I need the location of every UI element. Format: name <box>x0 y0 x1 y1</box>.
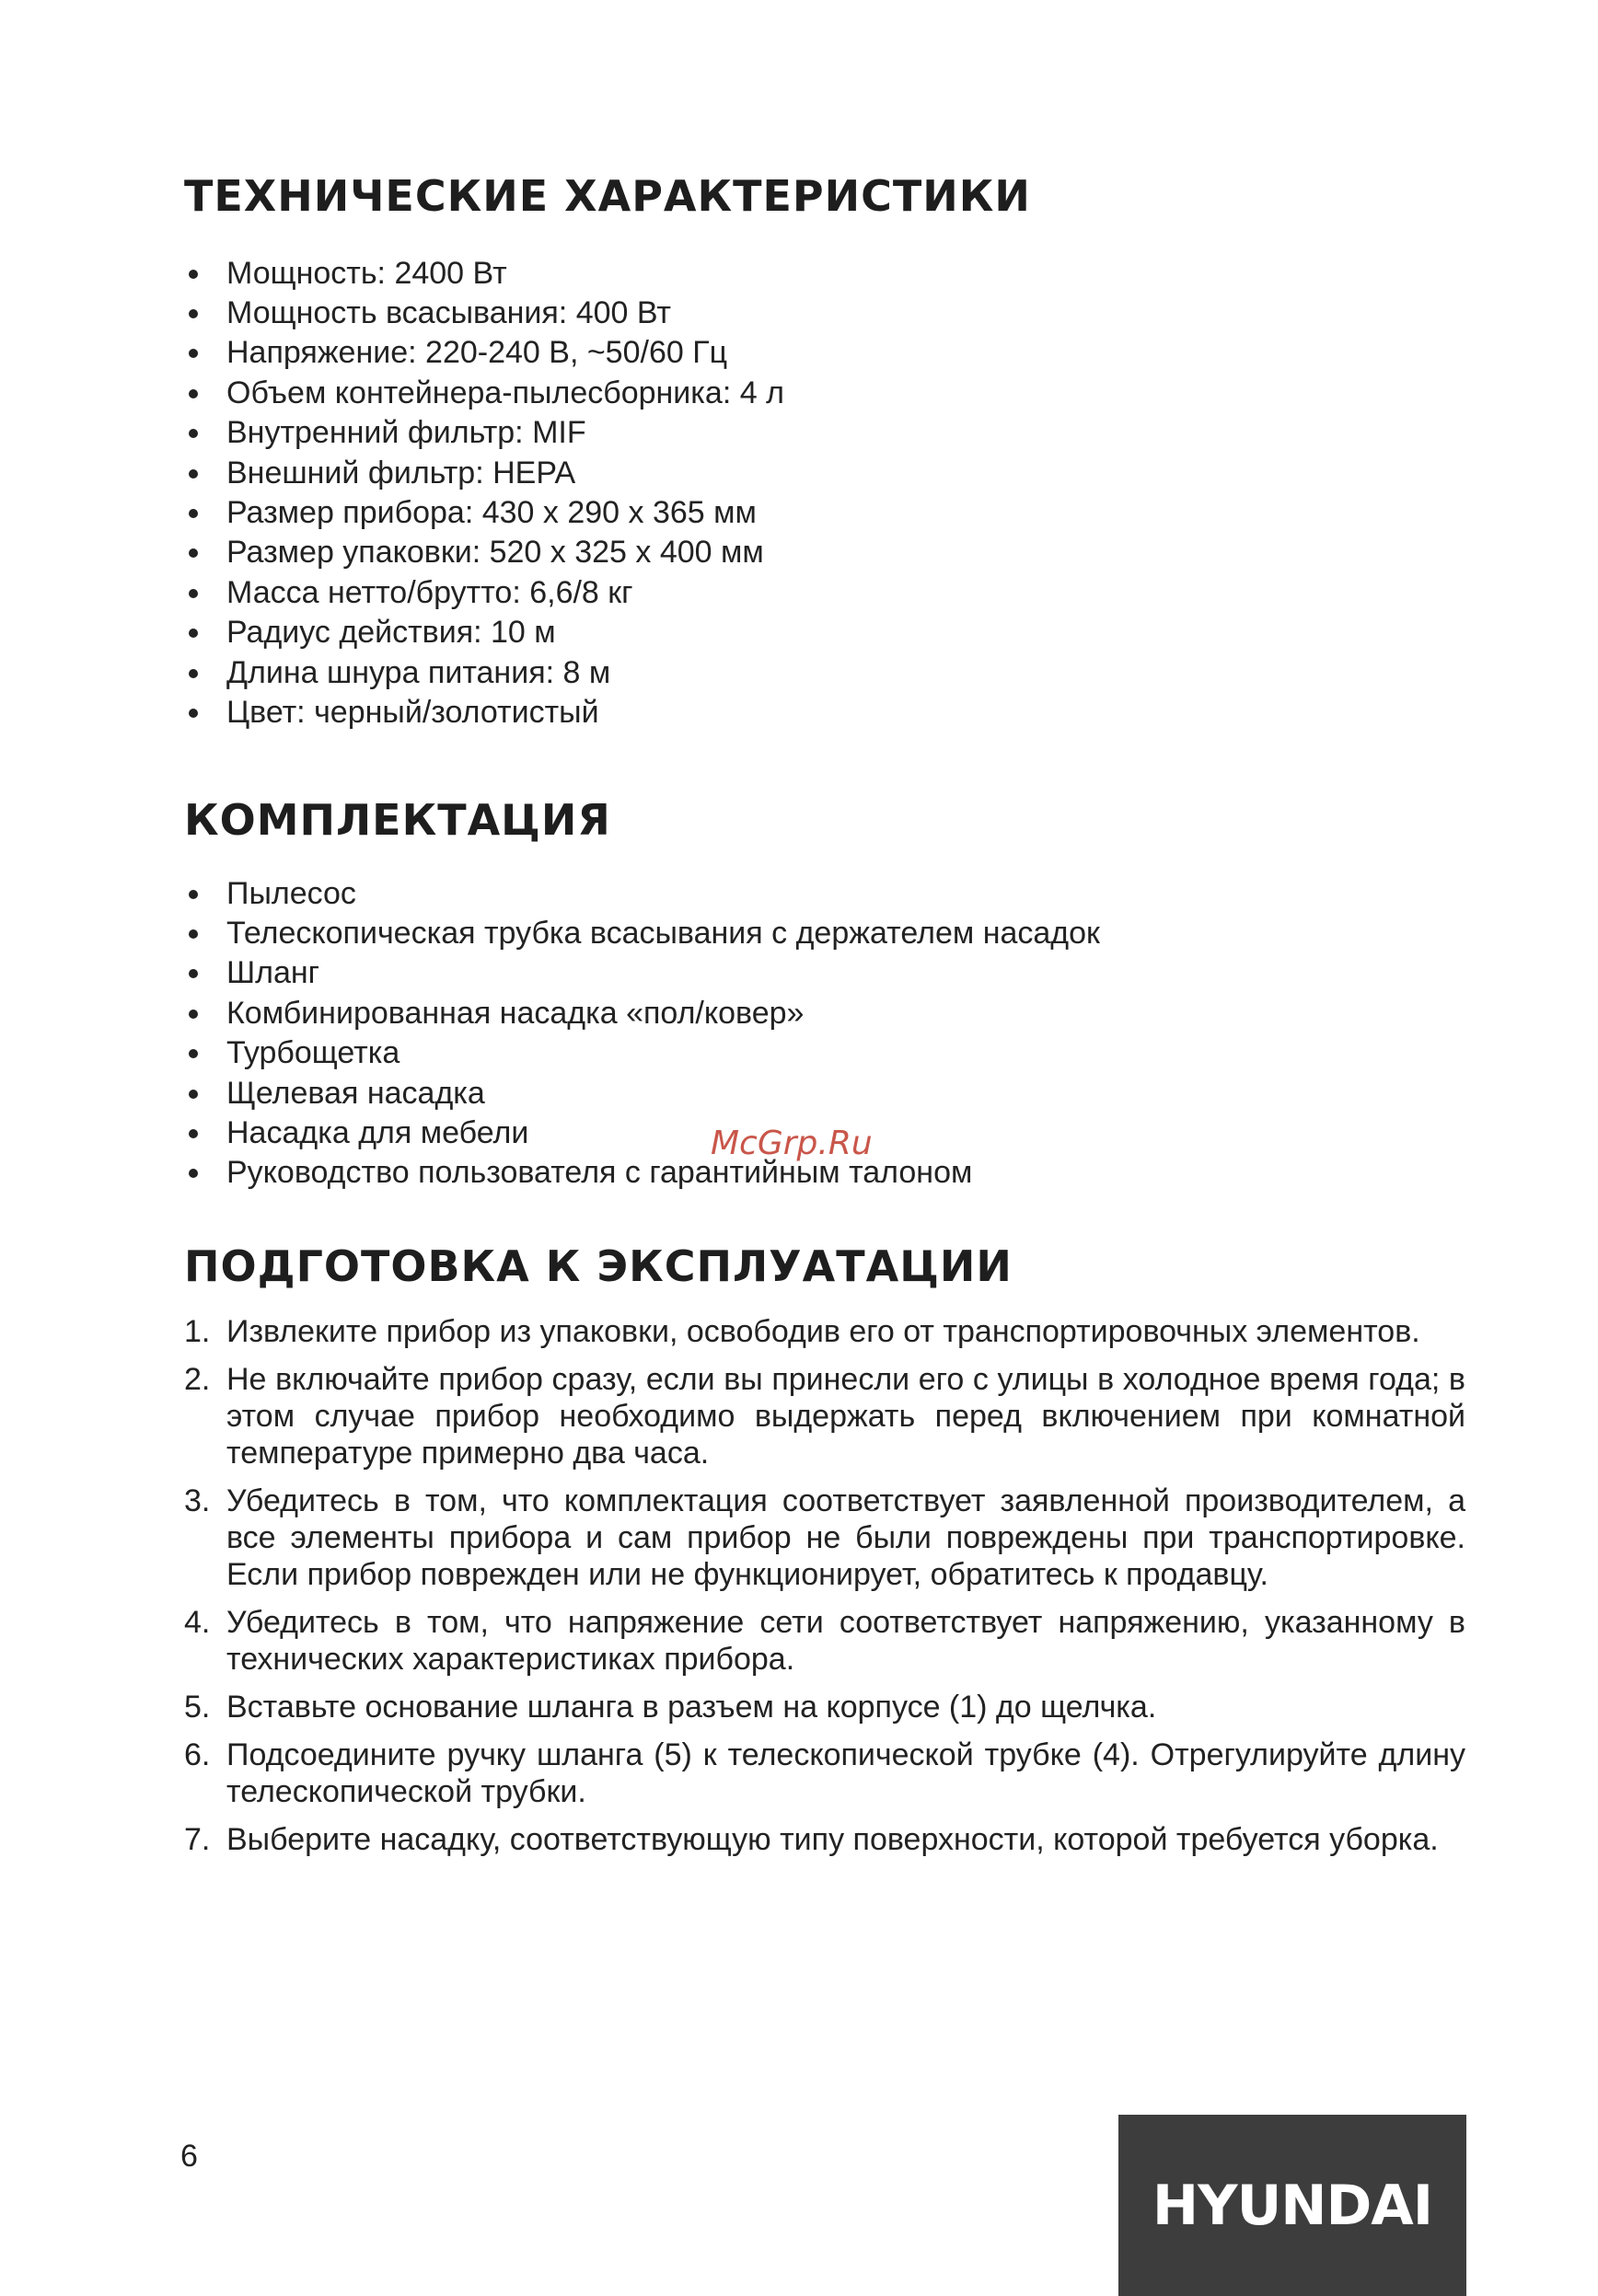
list-item: Пылесос <box>184 874 1465 914</box>
preparation-section <box>184 1243 1465 1869</box>
step-text: Подсоедините ручку шланга (5) к телескопической трубке (4). Отрегулируйте длину телескопической трубки. <box>226 1736 1465 1809</box>
list-item: Щелевая насадка <box>184 1074 1465 1113</box>
specs-section <box>184 173 1465 733</box>
list-item: Длина шнура питания: 8 м <box>184 653 1465 693</box>
list-item: Мощность всасывания: 400 Вт <box>184 294 1465 333</box>
list-item: Внешний фильтр: HEPA <box>184 454 1465 493</box>
step-number: 7. <box>184 1821 211 1857</box>
page-number: 6 <box>180 2139 198 2174</box>
list-item: Напряжение: 220-240 В, ~50/60 Гц <box>184 333 1465 373</box>
brand-logo-box <box>1118 2115 1466 2296</box>
list-item: Размер прибора: 430 x 290 x 365 мм <box>184 493 1465 533</box>
list-item: Масса нетто/брутто: 6,6/8 кг <box>184 573 1465 613</box>
list-item: Внутренний фильтр: MIF <box>184 413 1465 453</box>
step-number: 6. <box>184 1736 211 1772</box>
list-item: Объем контейнера-пылесборника: 4 л <box>184 374 1465 413</box>
package-heading: КОМПЛЕКТАЦИЯ <box>184 795 611 845</box>
list-item: Комбинированная насадка «пол/ковер» <box>184 994 1465 1033</box>
list-item: Руководство пользователя с гарантийным талоном <box>184 1153 1465 1193</box>
preparation-heading: ПОДГОТОВКА К ЭКСПЛУАТАЦИИ <box>184 1241 1013 1291</box>
step-text: Не включайте прибор сразу, если вы принесли его с улицы в холодное время года; в этом случае прибор необходимо выдержать перед включением при комнатной температуре примерно два часа. <box>226 1361 1465 1471</box>
list-item: Шланг <box>184 953 1465 993</box>
step-number: 3. <box>184 1483 211 1518</box>
list-item: Турбощетка <box>184 1033 1465 1073</box>
list-item: Телескопическая трубка всасывания с держателем насадок <box>184 914 1465 953</box>
brand-logo: HYUNDAI <box>1152 2173 1433 2238</box>
step-number: 2. <box>184 1361 211 1397</box>
list-item: Насадка для мебели <box>184 1113 1465 1153</box>
step-number: 1. <box>184 1313 211 1349</box>
list-item <box>184 1483 1465 1593</box>
step-number: 4. <box>184 1604 211 1640</box>
list-item: Мощность: 2400 Вт <box>184 254 1465 294</box>
list-item: Цвет: черный/золотистый <box>184 693 1465 733</box>
step-text: Убедитесь в том, что напряжение сети соответствует напряжению, указанному в технических характеристиках прибора. <box>226 1604 1465 1677</box>
step-number: 5. <box>184 1689 211 1725</box>
preparation-steps <box>184 1313 1465 1858</box>
list-item: Радиус действия: 10 м <box>184 613 1465 652</box>
specs-heading: ТЕХНИЧЕСКИЕ ХАРАКТЕРИСТИКИ <box>184 171 1031 221</box>
list-item <box>184 1736 1465 1810</box>
list-item <box>184 1604 1465 1678</box>
step-text: Выберите насадку, соответствующую типу поверхности, которой требуется уборка. <box>226 1821 1439 1857</box>
list-item <box>184 1361 1465 1471</box>
step-text: Убедитесь в том, что комплектация соответствует заявленной производителем, а все элементы прибора и сам прибор не были повреждены при транспортировке. Если прибор поврежден или не функционирует, обратитесь к продавцу. <box>226 1483 1465 1592</box>
list-item <box>184 1821 1465 1858</box>
step-text: Извлеките прибор из упаковки, освободив его от транспортировочных элементов. <box>226 1313 1420 1349</box>
list-item <box>184 1689 1465 1725</box>
watermark: McGrp.Ru <box>711 1125 873 1162</box>
specs-list <box>184 254 1465 733</box>
step-text: Вставьте основание шланга в разъем на корпусе (1) до щелчка. <box>226 1689 1157 1725</box>
list-item: Размер упаковки: 520 x 325 x 400 мм <box>184 533 1465 572</box>
list-item <box>184 1313 1465 1350</box>
